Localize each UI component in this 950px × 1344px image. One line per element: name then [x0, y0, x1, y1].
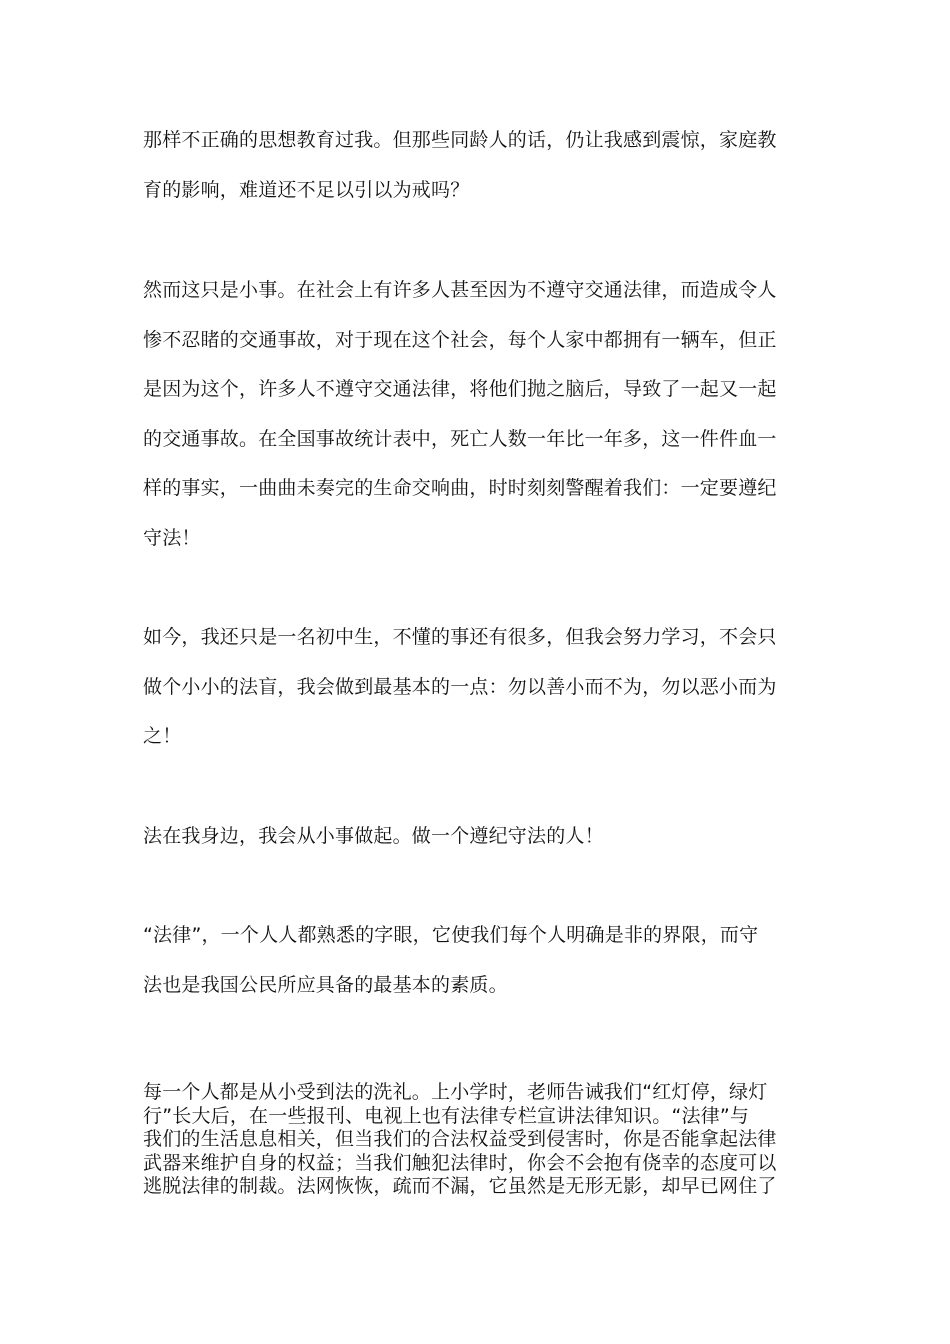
text-line: 是因为这个，许多人不遵守交通法律，将他们抛之脑后，导致了一起又一起 — [143, 378, 777, 400]
text-line: 然而这只是小事。在社会上有许多人甚至因为不遵守交通法律，而造成令人 — [143, 279, 777, 301]
text-line: 法也是我国公民所应具备的最基本的素质。 — [143, 973, 508, 996]
text-line: 样的事实，一曲曲未奏完的生命交响曲，时时刻刻警醒着我们：一定要遵纪 — [143, 477, 777, 499]
paragraph-middle-school-student — [143, 613, 813, 762]
text-line: 每一个人都是从小受到法的洗礼。上小学时，老师告诫我们“红灯停，绿灯 — [143, 1081, 768, 1103]
text-line: 法在我身边，我会从小事做起。做一个遵纪守法的人！ — [143, 825, 604, 847]
text-line: 我们的生活息息相关，但当我们的合法权益受到侵害时，你是否能拿起法律 — [143, 1128, 777, 1150]
text-line: 育的影响，难道还不足以引以为戒吗？ — [143, 178, 470, 201]
paragraph-law-around-me — [143, 812, 813, 862]
text-line: 如今，我还只是一名初中生，不懂的事还有很多，但我会努力学习，不会只 — [143, 626, 777, 648]
text-line: 武器来维护自身的权益；当我们触犯法律时，你会不会抱有侥幸的态度可以 — [143, 1151, 777, 1174]
text-line: 做个小小的法盲，我会做到最基本的一点：勿以善小而不为，勿以恶小而为 — [143, 675, 777, 698]
text-line: 惨不忍睹的交通事故，对于现在这个社会，每个人家中都拥有一辆车，但正 — [143, 328, 777, 351]
paragraph-traffic-law — [143, 266, 813, 563]
text-line: 那样不正确的思想教育过我。但那些同龄人的话，仍让我感到震惊，家庭教 — [143, 129, 777, 151]
text-line: 的交通事故。在全国事故统计表中，死亡人数一年比一年多，这一件件血一 — [143, 427, 777, 450]
text-line: 之！ — [143, 725, 182, 747]
paragraph-law-definition — [143, 911, 813, 1010]
text-line: 守法！ — [143, 526, 201, 549]
text-line: 行”长大后，在一些报刊、电视上也有法律专栏宣讲法律知识。“法律”与 — [143, 1104, 750, 1127]
paragraph-family-education — [143, 116, 813, 215]
paragraph-law-baptism — [143, 1081, 813, 1199]
text-line: “法律”，一个人人都熟悉的字眼，它使我们每个人明确是非的界限，而守 — [143, 924, 759, 946]
text-line: 逃脱法律的制裁。法网恢恢，疏而不漏，它虽然是无形无影，却早已网住了 — [143, 1175, 777, 1197]
